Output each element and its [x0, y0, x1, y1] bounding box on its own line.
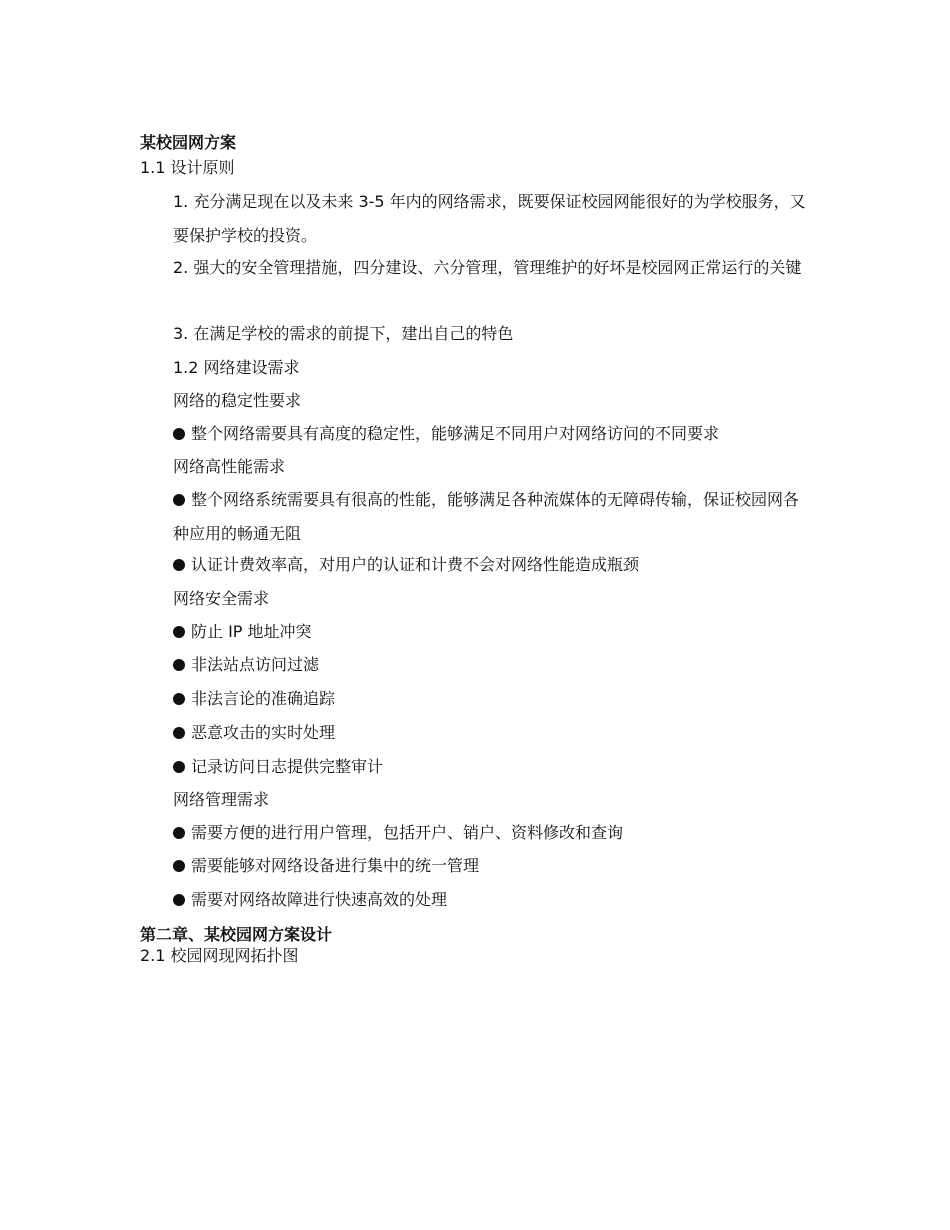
- management-heading: 网络管理需求: [173, 790, 270, 809]
- performance-heading: 网络高性能需求: [173, 457, 286, 476]
- bullet-icon: [173, 626, 185, 638]
- item-text: 非法站点访问过滤: [191, 655, 320, 674]
- item-text: 非法言论的准确追踪: [191, 689, 336, 708]
- section-heading-1-1: 1.1 设计原则: [140, 158, 235, 177]
- bullet-icon: [173, 659, 185, 671]
- item-text: 需要对网络故障进行快速高效的处理: [191, 890, 448, 909]
- item-text: 恶意攻击的实时处理: [191, 723, 336, 742]
- principle-1: 1. 充分满足现在以及未来 3-5 年内的网络需求，既要保证校园网能很好的为学校服务，又要保护学校的投资。: [173, 192, 806, 245]
- section-heading-2-1: 2.1 校园网现网拓扑图: [140, 946, 299, 965]
- bullet-icon: [173, 693, 185, 705]
- item-text: 防止 IP 地址冲突: [191, 622, 312, 641]
- bullet-icon: [173, 428, 185, 440]
- item-text: 整个网络系统需要具有很高的性能，能够满足各种流媒体的无障碍传输，保证校园网各种应用的畅通无阻: [173, 490, 800, 543]
- item-text: 认证计费效率高，对用户的认证和计费不会对网络性能造成瓶颈: [191, 555, 640, 574]
- security-item-2: [173, 654, 319, 676]
- performance-item-1: [173, 483, 813, 551]
- principle-3: 3. 在满足学校的需求的前提下，建出自己的特色: [173, 324, 514, 343]
- section-heading-1-2: 1.2 网络建设需求: [173, 358, 300, 377]
- bullet-icon: [173, 894, 185, 906]
- management-item-1: [173, 822, 623, 844]
- principle-2: 2. 强大的安全管理措施，四分建设、六分管理，管理维护的好坏是校园网正常运行的关键: [173, 258, 802, 277]
- bullet-icon: [173, 860, 185, 872]
- security-heading: 网络安全需求: [173, 589, 270, 608]
- performance-item-2: [173, 554, 639, 576]
- management-item-2: [173, 855, 479, 877]
- item-text: 需要能够对网络设备进行集中的统一管理: [191, 856, 480, 875]
- bullet-icon: [173, 727, 185, 739]
- item-text: 整个网络需要具有高度的稳定性，能够满足不同用户对网络访问的不同要求: [191, 424, 720, 443]
- stability-item-1: [173, 423, 719, 445]
- security-item-3: [173, 688, 335, 710]
- bullet-icon: [173, 559, 185, 571]
- document-title: 某校园网方案: [140, 133, 237, 152]
- chapter-2-title: 第二章、某校园网方案设计: [140, 925, 333, 944]
- stability-heading: 网络的稳定性要求: [173, 391, 302, 410]
- item-text: 记录访问日志提供完整审计: [191, 757, 384, 776]
- security-item-5: [173, 756, 383, 778]
- bullet-icon: [173, 494, 185, 506]
- bullet-icon: [173, 761, 185, 773]
- management-item-3: [173, 889, 447, 911]
- security-item-1: [173, 621, 312, 643]
- security-item-4: [173, 722, 335, 744]
- bullet-icon: [173, 827, 185, 839]
- item-text: 需要方便的进行用户管理，包括开户、销户、资料修改和查询: [191, 823, 624, 842]
